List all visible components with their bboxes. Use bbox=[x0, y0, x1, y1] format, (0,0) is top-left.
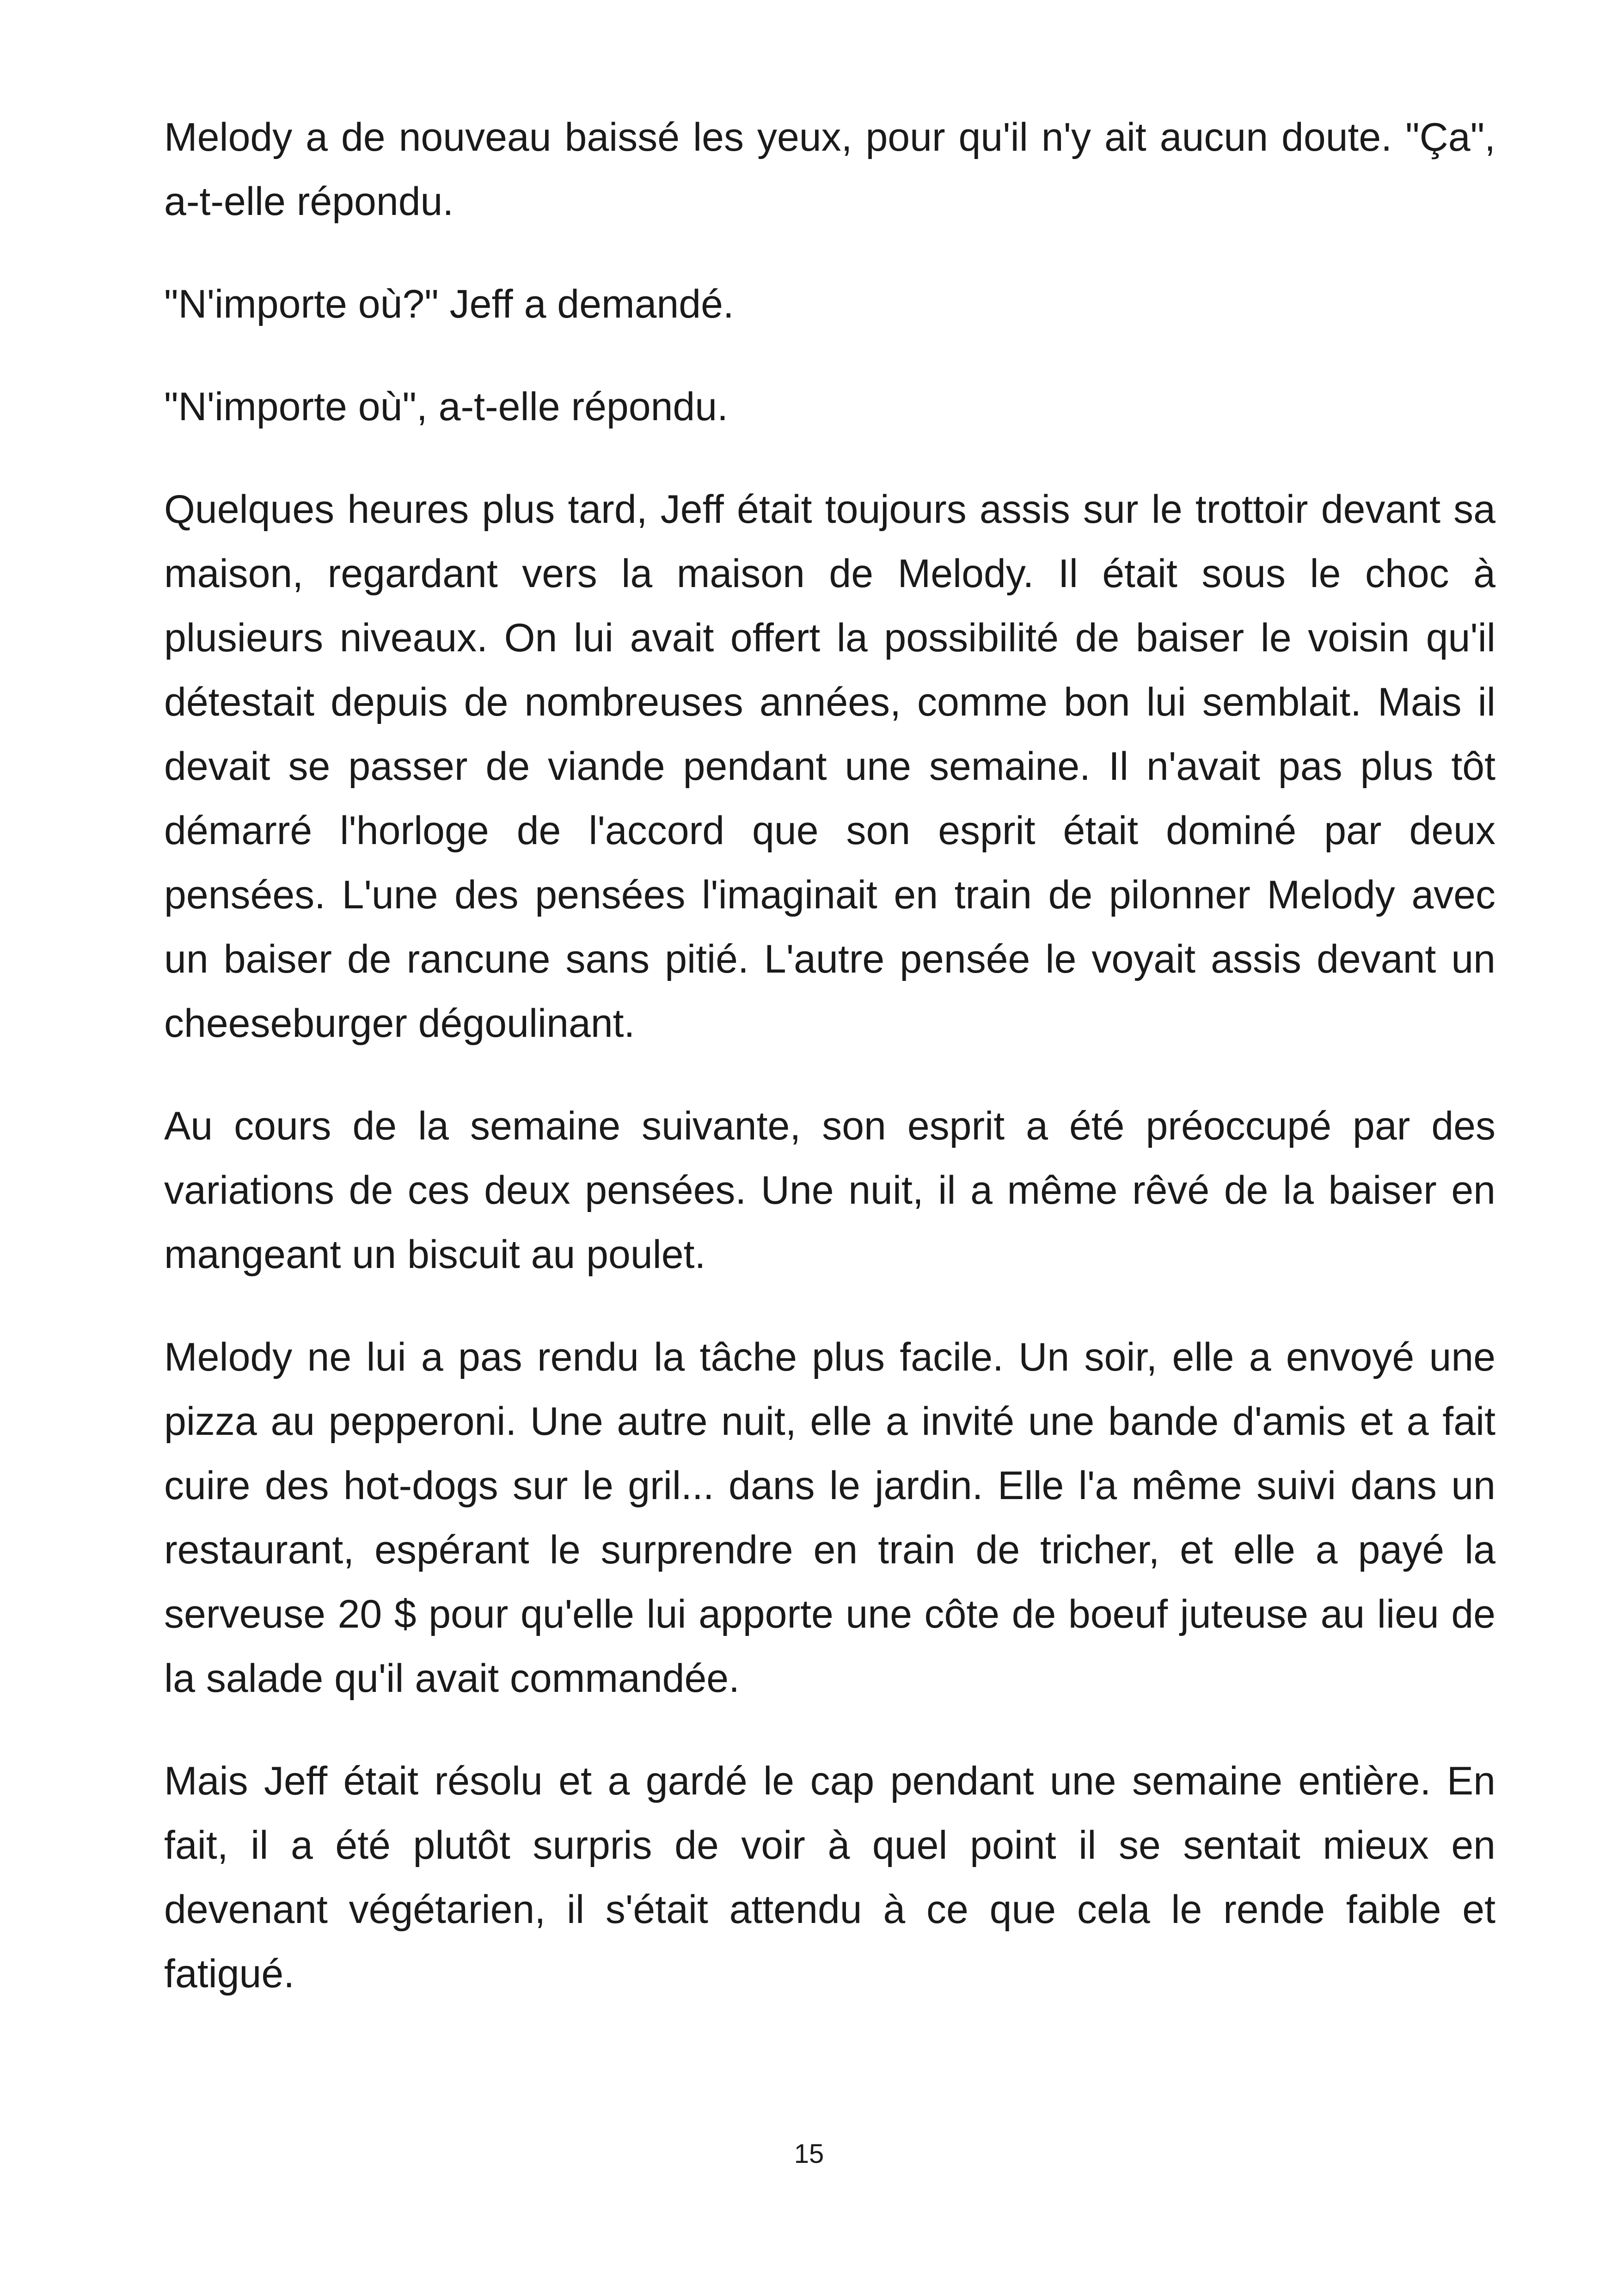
paragraph: "N'importe où?" Jeff a demandé. bbox=[164, 282, 734, 326]
paragraph: Quelques heures plus tard, Jeff était toujours assis sur le trottoir devant sa maison, regardant vers la maison de Melody. Il était sous le choc à plusieurs niveaux. On lui avait offert la possibilité de baiser le voisin qu'il détestait depuis de nombreuses années, comme bon lui semblait. Mais il devait se passer de viande pendant une semaine. Il n'avait pas plus tôt démarré l'horloge de l'accord que son esprit était dominé par deux pensées. L'une des pensées l'imaginait en train de pilonner Melody avec un baiser de rancune sans pitié. L'autre pensée le voyait assis devant un cheeseburger dégoulinant. bbox=[164, 487, 1495, 1046]
paragraph: Mais Jeff était résolu et a gardé le cap pendant une semaine entière. En fait, il a été plutôt surpris de voir à quel point il se sentait mieux en devenant végétarien, il s'était attendu à ce que cela le rende faible et fatigué. bbox=[164, 1759, 1495, 1996]
paragraph: "N'importe où", a-t-elle répondu. bbox=[164, 385, 728, 429]
paragraph: Melody a de nouveau baissé les yeux, pour qu'il n'y ait aucun doute. "Ça", a-t-elle répondu. bbox=[164, 115, 1495, 224]
page-number: 15 bbox=[794, 2139, 824, 2169]
paragraph: Au cours de la semaine suivante, son esprit a été préoccupé par des variations de ces deux pensées. Une nuit, il a même rêvé de la baiser en mangeant un biscuit au poulet. bbox=[164, 1104, 1495, 1277]
page-body bbox=[164, 105, 1495, 2045]
paragraph: Melody ne lui a pas rendu la tâche plus facile. Un soir, elle a envoyé une pizza au pepperoni. Une autre nuit, elle a invité une bande d'amis et a fait cuire des hot-dogs sur le gril... dans le jardin. Elle l'a même suivi dans un restaurant, espérant le surprendre en train de tricher, et elle a payé la serveuse 20 $ pour qu'elle lui apporte une côte de boeuf juteuse au lieu de la salade qu'il avait commandée. bbox=[164, 1335, 1495, 1701]
